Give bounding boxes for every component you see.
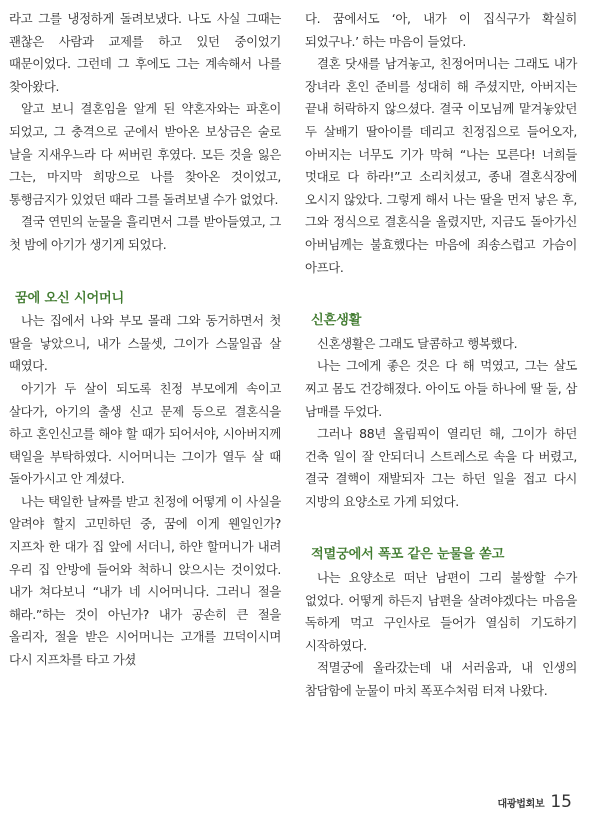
section-spacer	[305, 279, 577, 310]
section-heading: 적멸궁에서 폭포 같은 눈물을 쏟고	[311, 547, 505, 563]
right-column	[305, 8, 577, 703]
paragraph: 적멸궁에 올라갔는데 내 서러움과, 내 인생의 참담함에 눈물이 마치 폭포수처럼 터져 나왔다.	[305, 660, 577, 699]
section-heading: 꿈에 오신 시어머니	[15, 290, 125, 306]
paragraph: 알고 보니 결혼임을 알게 된 약혼자와는 파혼이 되었고, 그 충격으로 군에서 받아온 보상금은 술로 날을 지새우느라 다 써버린 후였다. 모든 것을 잃은 그는, 마지막 희망으로 나를 찾아온 것이었고, 통행금지가 있었던 때라 그를 돌려보낼 수가 없었다.	[9, 101, 281, 207]
paragraph: 라고 그를 냉정하게 돌려보냈다. 나도 사실 그때는 괜찮은 사람과 교제를 하고 있던 중이었기 때문이었다. 그런데 그 후에도 그는 계속해서 나를 찾아왔다.	[9, 11, 281, 94]
paragraph: 그러나 88년 올림픽이 열리던 해, 그이가 하던 건축 일이 잘 안되더니 스트레스로 속을 다 버렸고, 결국 결핵이 재발되자 그는 하던 일을 접고 다시 지방의 요양소로 가게 되었다.	[305, 426, 577, 509]
section-spacer	[305, 513, 577, 544]
section-heading: 신혼생활	[311, 313, 362, 329]
paragraph: 나는 그에게 좋은 것은 다 해 먹였고, 그는 살도 찌고 몸도 건강해졌다. 아이도 아들 하나에 딸 둘, 삼 남매를 두었다.	[305, 358, 577, 419]
page-number: 15	[550, 792, 572, 812]
section-spacer	[9, 257, 281, 288]
paragraph: 신혼생활은 그래도 달콤하고 행복했다.	[317, 335, 518, 351]
paragraph: 나는 요양소로 떠난 남편이 그리 불쌍할 수가 없었다. 어떻게 하든지 남편을 살려야겠다는 마음을 독하게 먹고 구인사로 들어가 열심히 기도하기 시작하였다.	[305, 570, 577, 653]
paragraph: 다. 꿈에서도 ‘아, 내가 이 집식구가 확실히 되었구나.’ 하는 마음이 들었다.	[305, 11, 577, 49]
page-footer	[498, 792, 572, 812]
paragraph: 결국 연민의 눈물을 흘리면서 그를 받아들였고, 그 첫 밤에 아기가 생기게 되었다.	[9, 214, 281, 252]
publication-name: 대광법회보	[497, 799, 545, 810]
paragraph: 나는 택일한 날짜를 받고 친정에 어떻게 이 사실을 알려야 할지 고민하던 중, 꿈에 이게 웬일인가? 지프차 한 대가 집 앞에 서더니, 하얀 할머니가 내려 우리 집 안방에 들어와 척하니 앉으시는 것이었다. 내가 쳐다보니 “내가 네 시어머니다. 그러니 절을 해라.”하는 것이 아닌가? 내가 공손히 큰 절을 올리자, 절을 받은 시어머니는 고개를 끄덕이시며 다시 지프차를 타고 가셨	[9, 493, 281, 668]
paragraph: 나는 집에서 나와 부모 몰래 그와 동거하면서 첫 딸을 낳았으니, 내가 스물셋, 그이가 스물일곱 살 때였다.	[9, 313, 281, 374]
paragraph: 아기가 두 살이 되도록 친정 부모에게 속이고 살다가, 아기의 출생 신고 문제 등으로 결혼식을 하고 혼인신고를 해야 할 때가 되어서야, 시아버지께 택일을 부탁하였다. 시어머니는 그이가 열두 살 때 돌아가시고 안 계셨다.	[9, 380, 281, 487]
paragraph: 결혼 닷새를 남겨놓고, 친정어머니는 그래도 내가 장녀라 혼인 준비를 성대히 해 주셨지만, 아버지는 끝내 허락하지 않으셨다. 결국 이모님께 맡겨놓았던 두 살배기 딸아이를 데리고 친정집으로 들어오자, 아버지는 너무도 기가 막혀 “나는 모른다! 너희들 멋대로 다 하라!”고 소리치셨고, 종내 결혼식장에 오시지 않았다. 그렇게 해서 나는 딸을 먼저 낳은 후, 그와 정식으로 결혼식을 올렸지만, 지금도 돌아가신 아버님께는 불효했다는 마음에 죄송스럽고 가슴이 아프다.	[305, 56, 577, 275]
left-column	[9, 8, 281, 672]
